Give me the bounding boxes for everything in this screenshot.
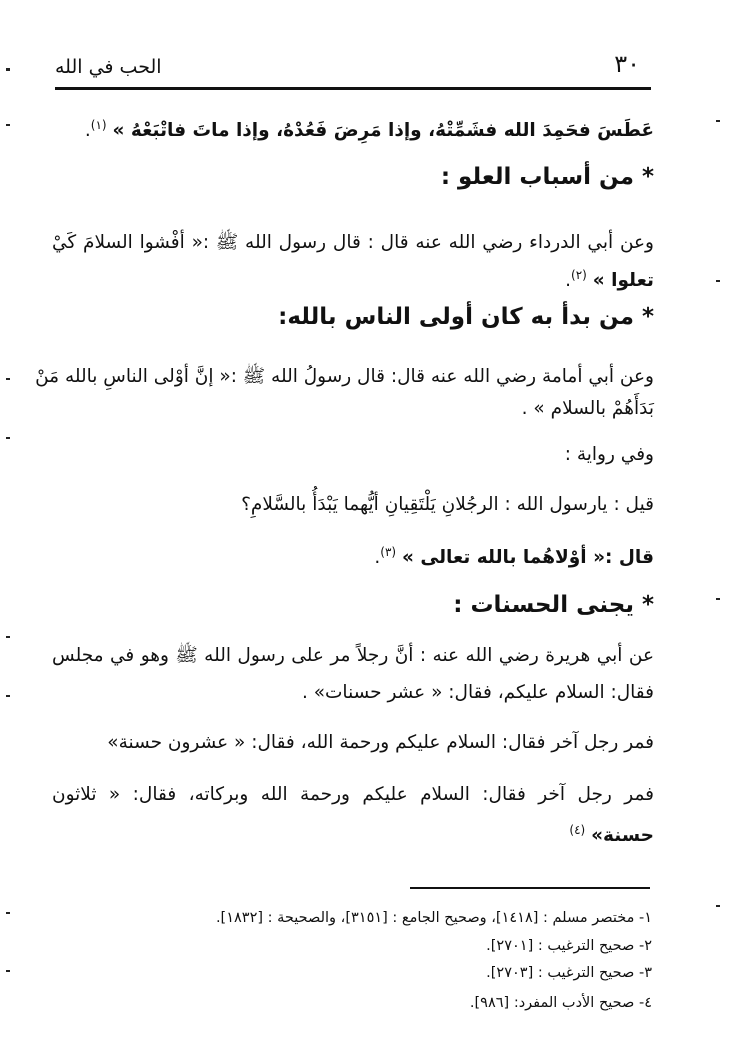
body-line-9: عن أبي هريرة رضي الله عنه : أنَّ رجلاً مر على رسول الله ﷺ وهو في مجلس xyxy=(52,645,654,666)
scan-mark xyxy=(6,970,10,972)
body-line-1: عَطَسَ فحَمِدَ الله فشَمِّتْهُ، وإذا مَرِضَ فَعُدْهُ، وإذا ماتَ فاتْبَعْهُ » $^{(١)}$. xyxy=(84,118,654,142)
scan-mark xyxy=(716,598,720,600)
footnote-ref-2: (٢) xyxy=(571,268,587,282)
scan-mark xyxy=(6,912,10,914)
body-line-5: بَدَأَهُمْ بالسلام » . xyxy=(521,398,654,419)
scan-mark xyxy=(716,120,720,122)
body-line-6: وفي رواية : xyxy=(564,444,654,465)
body-line-2: وعن أبي الدرداء رضي الله عنه قال : قال رسول الله ﷺ :« أفْشوا السلامَ كَيْ xyxy=(52,232,654,253)
body-line-10: فقال: السلام عليكم، فقال: « عشر حسنات» . xyxy=(301,682,654,703)
footnote-1: ١- مختصر مسلم : [١٤١٨]، وصحيح الجامع : [٣١٥١]، والصحيحة : [١٨٣٢]. xyxy=(215,910,652,926)
line-8-text: قال :« أوْلاهُما بالله تعالى » xyxy=(401,547,654,569)
scan-mark xyxy=(6,68,10,71)
line-1-text: عَطَسَ فحَمِدَ الله فشَمِّتْهُ، وإذا مَرِضَ فَعُدْهُ، وإذا ماتَ فاتْبَعْهُ » xyxy=(112,120,654,142)
heading-causes-of-elevation: * من أسباب العلو : xyxy=(440,164,654,190)
running-title: الحب في الله xyxy=(55,56,162,78)
body-line-3: تعلوا » $^{(٢)}$. xyxy=(565,268,654,292)
scan-mark xyxy=(716,280,720,282)
body-line-7: قيل : يارسول الله : الرجُلانِ يَلْتَقِيانِ أيُّهما يَبْدَأُ بالسَّلامِ؟ xyxy=(241,494,654,515)
footnote-ref-4: (٤) xyxy=(569,823,586,837)
scan-mark xyxy=(6,437,10,439)
heading-who-begins-greeting: * من بدأ به كان أولى الناس بالله: xyxy=(278,304,654,330)
scan-mark xyxy=(6,636,10,638)
footnote-3: ٣- صحيح الترغيب : [٢٧٠٣]. xyxy=(486,965,652,981)
header-rule xyxy=(55,87,651,90)
footnote-ref-3: (٣) xyxy=(380,545,397,559)
scan-mark xyxy=(6,378,10,380)
footnote-2: ٢- صحيح الترغيب : [٢٧٠١]. xyxy=(486,938,652,954)
line-13-text: حسنة» xyxy=(591,825,654,847)
footnote-ref-1: (١) xyxy=(90,118,107,132)
scan-mark xyxy=(6,695,10,697)
body-line-8: قال :« أوْلاهُما بالله تعالى » $^{(٣)}$. xyxy=(374,545,654,569)
footnote-rule xyxy=(410,887,650,889)
heading-earning-good-deeds: * يجنى الحسنات : xyxy=(453,592,654,618)
body-line-11: فمر رجل آخر فقال: السلام عليكم ورحمة الله، فقال: « عشرون حسنة» xyxy=(107,732,654,753)
footnote-4: ٤- صحيح الأدب المفرد: [٩٨٦]. xyxy=(469,995,652,1011)
body-line-13 xyxy=(52,815,654,851)
scan-mark xyxy=(716,905,720,907)
page-number: ٣٠ xyxy=(614,50,640,78)
scan-mark xyxy=(6,124,10,126)
line-3-text: تعلوا » xyxy=(592,270,654,292)
body-line-12: فمر رجل آخر فقال: السلام عليكم ورحمة الله وبركاته، فقال: « ثلاثون xyxy=(52,784,654,805)
body-line-4: وعن أبي أمامة رضي الله عنه قال: قال رسولُ الله ﷺ :« إنَّ أوْلى الناسِ بالله مَنْ xyxy=(35,366,654,387)
